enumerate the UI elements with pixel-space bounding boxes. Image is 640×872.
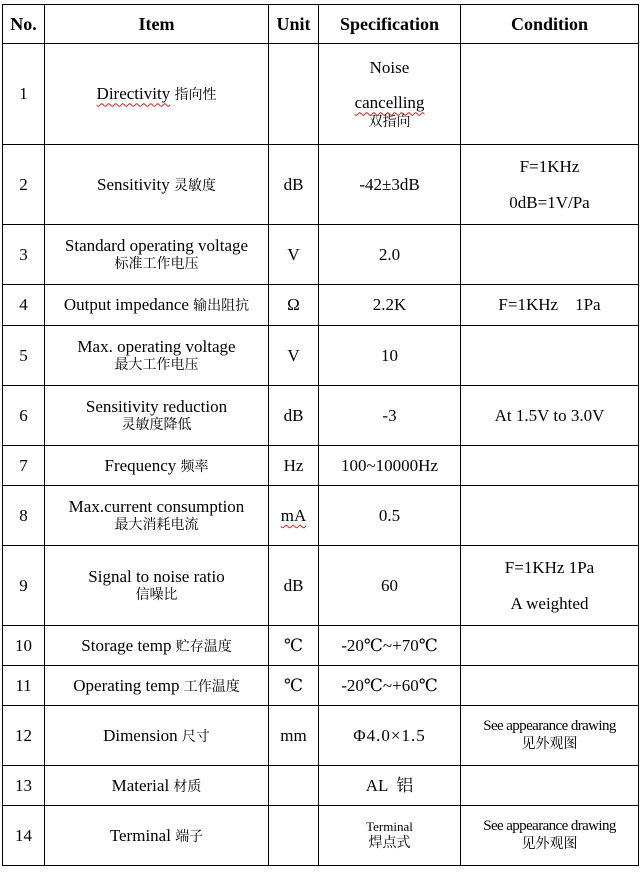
item-cell — [45, 446, 269, 486]
item-en: Output impedance — [63, 295, 189, 315]
unit-cell: V — [269, 225, 319, 285]
row-number: 6 — [3, 386, 45, 446]
item-en: Material — [111, 775, 170, 795]
table-row — [3, 446, 639, 486]
item-cn: 标准工作电压 — [114, 256, 199, 273]
header-condition: Condition — [461, 5, 639, 44]
row-number: 8 — [3, 486, 45, 546]
spec-cell: -3 — [319, 386, 461, 446]
condition-cell — [461, 626, 639, 666]
spec-cell: Φ4.0×1.5 — [319, 706, 461, 766]
item-cell — [45, 806, 269, 866]
unit-cell: V — [269, 326, 319, 386]
spec-cell: AL 铝 — [319, 766, 461, 806]
unit-cell: ℃ — [269, 666, 319, 706]
item-en: Operating temp — [73, 675, 180, 695]
item-cell — [45, 486, 269, 546]
item-cn: 贮存温度 — [175, 638, 232, 655]
table-row — [3, 766, 639, 806]
header-item: Item — [45, 5, 269, 44]
spec-cell: 10 — [319, 326, 461, 386]
table-row — [3, 326, 639, 386]
condition-cell — [461, 446, 639, 486]
item-en: Frequency — [104, 455, 177, 475]
unit-cell — [269, 806, 319, 866]
item-cn: 输出阻抗 — [193, 298, 250, 315]
item-en: Standard operating voltage — [64, 236, 249, 256]
item-cell — [45, 666, 269, 706]
spec-cell: 0.5 — [319, 486, 461, 546]
table-row — [3, 225, 639, 285]
item-en: Sensitivity reduction — [85, 397, 228, 417]
item-en: Directivity — [96, 84, 171, 104]
item-en: Dimension — [103, 725, 178, 745]
unit-text: mA — [280, 505, 307, 525]
item-cn: 灵敏度 — [173, 177, 216, 194]
spec-cell: 100~10000Hz — [319, 446, 461, 486]
item-cn: 指向性 — [174, 87, 217, 104]
header-no: No. — [3, 5, 45, 44]
spec-line-1: Noise — [369, 58, 410, 77]
row-number: 14 — [3, 806, 45, 866]
condition-cell — [461, 225, 639, 285]
unit-cell — [269, 766, 319, 806]
spec-line-2: 焊点式 — [368, 834, 411, 851]
item-en: Max.current consumption — [68, 497, 245, 517]
condition-line-2: 见外观图 — [521, 736, 578, 753]
condition-line-1: See appearance drawing — [483, 818, 616, 835]
condition-line-2: 见外观图 — [521, 836, 578, 853]
item-cn: 信噪比 — [135, 587, 178, 604]
condition-cell — [461, 706, 639, 766]
row-number: 10 — [3, 626, 45, 666]
header-specification: Specification — [319, 5, 461, 44]
unit-cell: dB — [269, 145, 319, 225]
unit-cell: Ω — [269, 285, 319, 326]
table-row — [3, 486, 639, 546]
spec-line-2: cancelling — [354, 93, 425, 113]
row-number: 4 — [3, 285, 45, 326]
condition-line-1: F=1KHz 1Pa — [504, 558, 595, 578]
spec-line-1: Terminal — [366, 818, 413, 834]
item-en: Sensitivity — [97, 174, 170, 194]
item-cn: 工作温度 — [183, 678, 240, 695]
row-number: 11 — [3, 666, 45, 706]
item-cell — [45, 706, 269, 766]
item-cn: 材质 — [173, 778, 202, 795]
condition-cell — [461, 806, 639, 866]
item-cell — [45, 626, 269, 666]
item-cn: 灵敏度降低 — [121, 417, 192, 434]
unit-cell — [269, 486, 319, 546]
item-cell — [45, 546, 269, 626]
table-row — [3, 626, 639, 666]
condition-cell — [461, 766, 639, 806]
specification-table — [2, 4, 639, 866]
item-cell — [45, 44, 269, 145]
condition-cell — [461, 546, 639, 626]
spec-cell — [319, 44, 461, 145]
item-en: Storage temp — [81, 635, 172, 655]
row-number: 3 — [3, 225, 45, 285]
item-cell — [45, 225, 269, 285]
spec-line-3: 双指向 — [368, 113, 411, 130]
item-cell — [45, 285, 269, 326]
unit-cell: mm — [269, 706, 319, 766]
condition-cell: F=1KHz 1Pa — [461, 285, 639, 326]
row-number: 7 — [3, 446, 45, 486]
condition-cell — [461, 326, 639, 386]
item-cell — [45, 766, 269, 806]
unit-cell: dB — [269, 546, 319, 626]
table-row — [3, 44, 639, 145]
item-en: Signal to noise ratio — [88, 567, 225, 587]
spec-cell: -20℃~+60℃ — [319, 666, 461, 706]
item-cn: 尺寸 — [181, 728, 210, 745]
row-number: 13 — [3, 766, 45, 806]
condition-cell: At 1.5V to 3.0V — [461, 386, 639, 446]
item-cell — [45, 145, 269, 225]
item-cn: 最大消耗电流 — [114, 517, 199, 534]
item-en: Terminal — [109, 825, 171, 845]
row-number: 5 — [3, 326, 45, 386]
row-number: 12 — [3, 706, 45, 766]
condition-line-1: See appearance drawing — [483, 718, 616, 735]
table-row — [3, 386, 639, 446]
table-row — [3, 806, 639, 866]
row-number: 9 — [3, 546, 45, 626]
table-row — [3, 285, 639, 326]
table-row — [3, 145, 639, 225]
unit-cell — [269, 44, 319, 145]
condition-cell — [461, 486, 639, 546]
item-cn: 端子 — [175, 828, 204, 845]
spec-cell: -20℃~+70℃ — [319, 626, 461, 666]
item-cell — [45, 326, 269, 386]
row-number: 2 — [3, 145, 45, 225]
condition-cell — [461, 145, 639, 225]
unit-cell: Hz — [269, 446, 319, 486]
condition-cell — [461, 44, 639, 145]
table-row — [3, 666, 639, 706]
unit-cell: ℃ — [269, 626, 319, 666]
header-row — [3, 5, 639, 44]
unit-cell: dB — [269, 386, 319, 446]
condition-line-1: F=1KHz — [519, 157, 580, 177]
spec-cell: 60 — [319, 546, 461, 626]
condition-line-2: A weighted — [510, 593, 589, 613]
table-row — [3, 706, 639, 766]
item-cn: 最大工作电压 — [114, 357, 199, 374]
condition-cell — [461, 666, 639, 706]
header-unit: Unit — [269, 5, 319, 44]
spec-cell: 2.2K — [319, 285, 461, 326]
row-number: 1 — [3, 44, 45, 145]
spec-cell — [319, 806, 461, 866]
condition-line-2: 0dB=1V/Pa — [509, 192, 590, 212]
table-row — [3, 546, 639, 626]
item-cn: 频率 — [180, 458, 209, 475]
item-en: Max. operating voltage — [77, 337, 236, 357]
spec-cell: 2.0 — [319, 225, 461, 285]
item-cell — [45, 386, 269, 446]
spec-cell: -42±3dB — [319, 145, 461, 225]
